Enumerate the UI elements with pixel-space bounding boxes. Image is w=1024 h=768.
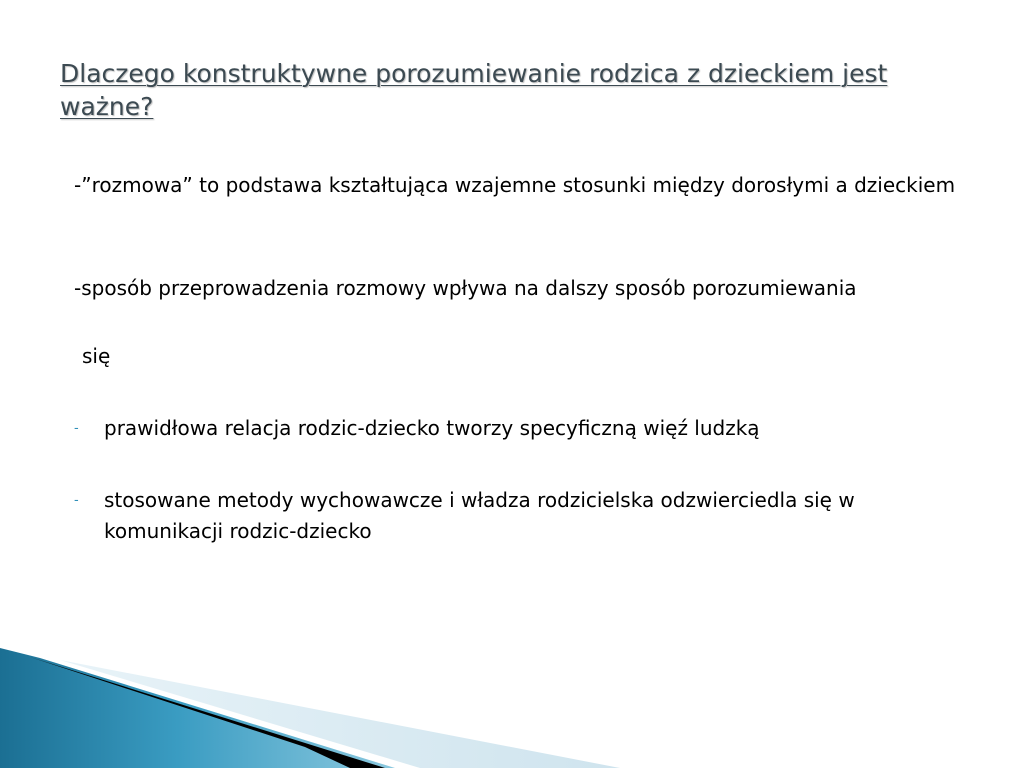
corner-decoration — [0, 640, 1024, 768]
bullet-text: stosowane metody wychowawcze i władza rodzicielska odzwierciedla się w komunikacji rodzic-dziecko — [104, 488, 855, 543]
paragraph-continuation: się — [82, 344, 111, 368]
bullet-marker: - — [74, 421, 79, 436]
bullet-text: prawidłowa relacja rodzic-dziecko tworzy specyficzną więź ludzką — [104, 416, 760, 440]
paragraph-sposob: -sposób przeprowadzenia rozmowy wpływa na dalszy sposób porozumiewania — [74, 276, 857, 300]
slide-title: Dlaczego konstruktywne porozumiewanie rodzica z dzieckiem jest ważne? — [60, 59, 888, 121]
bullet-marker: - — [74, 493, 79, 508]
decor-teal-wedge — [0, 648, 395, 768]
paragraph-rozmowa: -”rozmowa” to podstawa kształtująca wzajemne stosunki między dorosłymi a dzieckiem — [74, 173, 956, 197]
